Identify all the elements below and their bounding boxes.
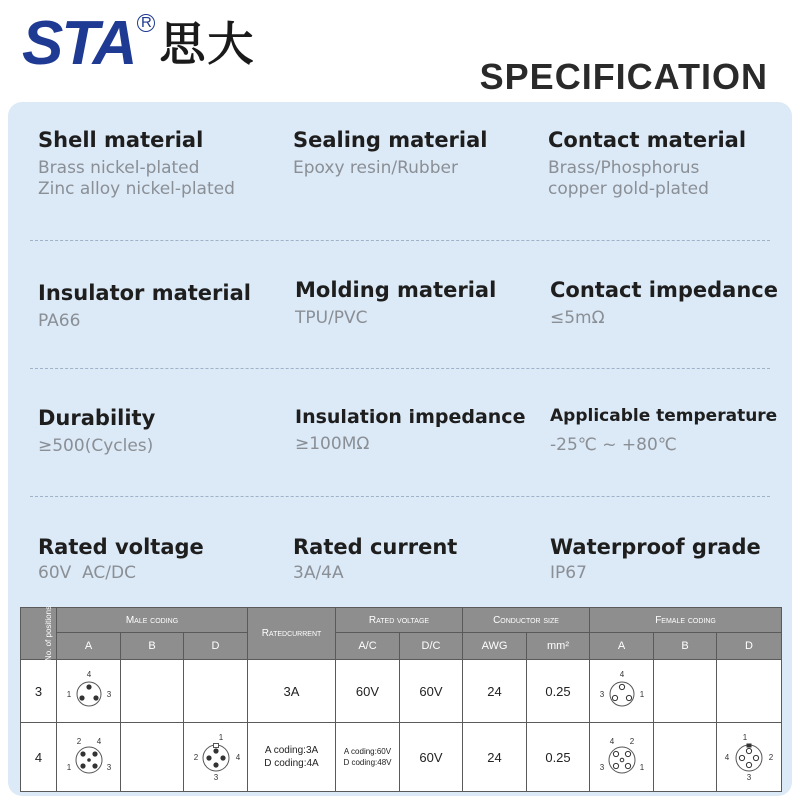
header-voltage-dc: D/C	[400, 633, 463, 660]
coding-table	[20, 607, 782, 792]
spec-applicable-temperature	[550, 406, 777, 456]
voltage-dc-cell: 60V	[400, 660, 463, 723]
svg-text:4: 4	[609, 737, 614, 746]
spec-contact-material	[548, 128, 746, 200]
header-male-d: D	[184, 633, 248, 660]
svg-text:3: 3	[746, 773, 752, 782]
male-d-pin-diagram	[184, 723, 248, 792]
female-b-cell	[654, 723, 717, 792]
pin-layout-icon	[721, 732, 777, 782]
spec-value: 3A/4A	[293, 563, 344, 583]
spec-label: Insulator material	[38, 281, 251, 305]
divider	[30, 368, 770, 369]
page-title: SPECIFICATION	[479, 56, 768, 97]
spec-label: Rated current	[293, 535, 458, 559]
header-awg: AWG	[463, 633, 527, 660]
mm2-cell: 0.25	[527, 660, 590, 723]
female-a-pin-diagram	[590, 660, 654, 723]
brand-logo-latin: STA	[22, 9, 136, 78]
spec-sealing-material	[293, 128, 488, 179]
female-b-cell	[654, 660, 717, 723]
svg-text:4: 4	[619, 670, 624, 679]
svg-text:3: 3	[106, 763, 111, 772]
pin-layout-icon	[61, 734, 117, 780]
positions-cell: 4	[21, 723, 57, 792]
registered-mark-icon: R	[137, 14, 155, 32]
svg-text:1: 1	[66, 763, 71, 772]
spec-contact-impedance	[550, 278, 778, 329]
spec-value: Brass/Phosphorus	[548, 158, 700, 178]
spec-label: Molding material	[295, 278, 497, 302]
header-mm2: mm²	[527, 633, 590, 660]
svg-text:1: 1	[639, 690, 644, 699]
female-a-pin-diagram	[590, 723, 654, 792]
pin-layout-icon	[188, 732, 244, 782]
spec-waterproof-grade	[550, 535, 761, 584]
spec-label: Durability	[38, 406, 156, 430]
spec-shell-material	[38, 128, 235, 200]
svg-text:3: 3	[213, 773, 218, 782]
rated-current-cell	[248, 723, 336, 792]
male-a-pin-diagram	[57, 660, 121, 723]
spec-durability	[38, 406, 155, 457]
header-voltage-ac: A/C	[336, 633, 400, 660]
svg-text:1: 1	[66, 690, 71, 699]
svg-text:4: 4	[86, 670, 91, 679]
header-positions: No. of positions	[21, 608, 57, 660]
spec-label: Rated voltage	[38, 535, 204, 559]
spec-value: ≥100MΩ	[295, 434, 370, 454]
svg-text:3: 3	[599, 763, 604, 772]
spec-label: Sealing material	[293, 128, 488, 152]
spec-label: Contact impedance	[550, 278, 778, 302]
spec-value: Brass nickel-plated	[38, 158, 200, 178]
spec-value: copper gold-plated	[548, 179, 709, 199]
svg-text:4: 4	[724, 753, 730, 762]
male-d-cell	[184, 660, 248, 723]
male-a-pin-diagram	[57, 723, 121, 792]
spec-value: 60V AC/DC	[38, 563, 136, 583]
header-female-d: D	[717, 633, 782, 660]
rated-current-cell: 3A	[248, 660, 336, 723]
spec-label: Shell material	[38, 128, 204, 152]
divider	[30, 496, 770, 497]
pin-layout-icon	[594, 669, 650, 713]
svg-text:3: 3	[599, 690, 604, 699]
positions-cell: 3	[21, 660, 57, 723]
svg-text:4: 4	[235, 753, 240, 762]
header-rated-voltage: Rated voltage	[336, 608, 463, 633]
spec-label: Applicable temperature	[550, 406, 778, 426]
spec-insulation-impedance	[295, 406, 525, 455]
male-b-cell	[121, 723, 184, 792]
spec-value: Epoxy resin/Rubber	[293, 158, 458, 178]
header-female-coding: Female coding	[590, 608, 782, 633]
female-d-cell	[717, 660, 782, 723]
current-line: D coding:4A	[264, 758, 319, 769]
svg-text:1: 1	[639, 763, 644, 772]
spec-value: -25℃ ~ +80℃	[550, 435, 677, 455]
brand-logo	[22, 9, 256, 78]
female-d-pin-diagram	[717, 723, 782, 792]
awg-cell: 24	[463, 723, 527, 792]
divider	[30, 240, 770, 241]
brand-logo-chinese: 思大	[159, 17, 256, 71]
svg-text:2: 2	[768, 753, 774, 762]
voltage-ac-cell	[336, 723, 400, 792]
table-row	[21, 723, 782, 792]
mm2-cell: 0.25	[527, 723, 590, 792]
spec-rated-current	[293, 535, 457, 584]
svg-text:4: 4	[96, 737, 101, 746]
spec-value: IP67	[550, 563, 587, 583]
spec-rated-voltage	[38, 535, 204, 584]
voltage-dc-cell: 60V	[400, 723, 463, 792]
svg-text:2: 2	[76, 737, 81, 746]
header-male-b: B	[121, 633, 184, 660]
spec-molding-material	[295, 278, 496, 329]
header-female-a: A	[590, 633, 654, 660]
spec-label: Waterproof grade	[550, 535, 761, 559]
svg-text:3: 3	[106, 690, 111, 699]
spec-value: ≥500(Cycles)	[38, 436, 154, 456]
voltage-line: D coding:48V	[343, 758, 392, 767]
header-male-a: A	[57, 633, 121, 660]
spec-value: TPU/PVC	[295, 308, 368, 328]
svg-text:1: 1	[218, 733, 223, 742]
spec-label: Insulation impedance	[295, 406, 526, 428]
svg-text:2: 2	[193, 753, 198, 762]
current-line: A coding:3A	[264, 745, 319, 756]
awg-cell: 24	[463, 660, 527, 723]
header-conductor-size: Conductor size	[463, 608, 590, 633]
svg-text:2: 2	[629, 737, 634, 746]
voltage-ac-cell: 60V	[336, 660, 400, 723]
spec-value: PA66	[38, 311, 81, 331]
pin-layout-icon	[61, 669, 117, 713]
spec-value: Zinc alloy nickel-plated	[38, 179, 235, 199]
table-row	[21, 660, 782, 723]
spec-label: Contact material	[548, 128, 747, 152]
pin-layout-icon	[594, 734, 650, 780]
male-b-cell	[121, 660, 184, 723]
header-rated-current: Ratedcurrent	[248, 608, 336, 660]
header-male-coding: Male coding	[57, 608, 248, 633]
spec-value: ≤5mΩ	[550, 308, 605, 328]
header-female-b: B	[654, 633, 717, 660]
voltage-line: A coding:60V	[343, 747, 392, 756]
spec-insulator-material	[38, 281, 251, 332]
svg-text:1: 1	[742, 733, 748, 742]
